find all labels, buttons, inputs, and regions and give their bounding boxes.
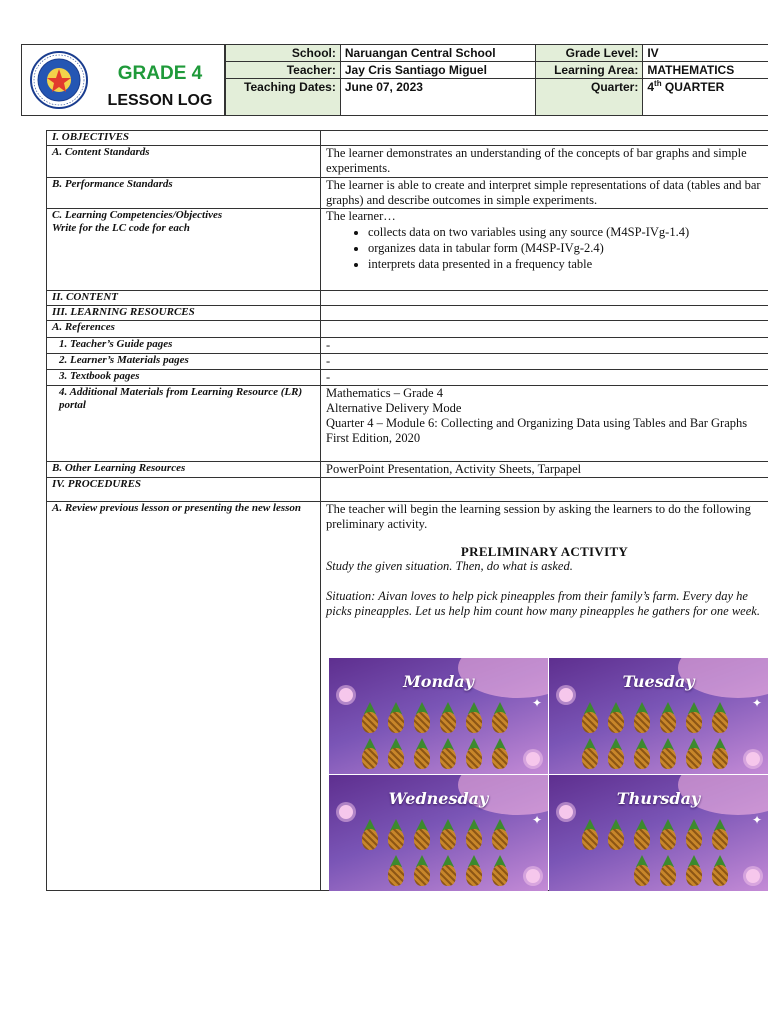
content-heading: II. CONTENT [47,291,321,306]
review-lesson-label: A. Review previous lesson or presenting the new lesson [47,502,321,891]
pineapple-icon [359,819,381,851]
slide-tuesday [549,658,768,774]
school-label: School: [226,45,341,62]
objectives-heading-value [321,131,768,146]
slide-day-title: Wednesday [388,789,489,808]
slide-day-title: Tuesday [622,672,695,691]
pineapple-group [579,702,754,774]
learning-resources-value [321,306,768,321]
competencies-intro: The learner… [326,209,396,223]
pineapple-icon [657,855,679,887]
pineapple-icon [489,819,511,851]
header-info-table [225,44,768,116]
competency-item: • organizes data in tabular form (M4SP-IVg-2.4) [368,241,763,256]
pineapple-icon [463,855,485,887]
pineapple-icon [463,819,485,851]
pineapple-icon [605,819,627,851]
pineapple-icon [385,702,407,734]
quarter-label: Quarter: [535,79,643,116]
pineapple-icon [359,702,381,734]
pineapple-icon [683,702,705,734]
additional-material-line: Quarter 4 – Module 6: Collecting and Organizing Data using Tables and Bar Graphs [326,416,748,430]
star-icon: ✦ [751,813,762,827]
performance-standards-label: B. Performance Standards [47,178,321,209]
other-resources-label: B. Other Learning Resources [47,462,321,478]
pineapple-icon [359,738,381,770]
pineapple-icon [411,819,433,851]
teaching-dates-label: Teaching Dates: [226,79,341,116]
preliminary-activity-title: PRELIMINARY ACTIVITY [460,544,629,559]
textbook-label: 3. Textbook pages [47,370,321,386]
pineapple-icon [657,738,679,770]
header-title-box [21,44,225,116]
pineapple-icon [579,702,601,734]
teaching-dates-value: June 07, 2023 [340,79,535,116]
references-label: A. References [47,321,321,338]
lesson-log-title: LESSON LOG [107,92,213,109]
slide-monday [329,658,548,774]
pineapple-icon [657,819,679,851]
references-value [321,321,768,338]
pineapple-icon [463,702,485,734]
star-icon: ✦ [751,696,762,710]
quarter-word: QUARTER [661,80,725,94]
additional-materials-value [321,386,768,462]
additional-material-line: Alternative Delivery Mode [326,401,462,415]
pineapple-icon [709,738,731,770]
school-value: Naruangan Central School [340,45,535,62]
competencies-list [326,225,763,272]
textbook-value: - [321,370,768,386]
objectives-heading: I. OBJECTIVES [47,131,321,146]
pineapple-icon [631,702,653,734]
teachers-guide-value: - [321,338,768,354]
pineapple-icon [683,819,705,851]
pineapple-icon [683,855,705,887]
procedures-heading: IV. PROCEDURES [47,478,321,502]
pineapple-icon [605,702,627,734]
grade-level-value: IV [643,45,768,62]
pineapple-icon [411,702,433,734]
teacher-value: Jay Cris Santiago Miguel [340,62,535,79]
pineapple-icon [605,738,627,770]
competency-item: • collects data on two variables using any source (M4SP-IVg-1.4) [368,225,763,240]
activity-instruction: Study the given situation. Then, do what is asked. [326,559,573,573]
pineapple-icon [411,855,433,887]
pineapple-icon [437,702,459,734]
pineapple-icon [385,738,407,770]
additional-material-line: Mathematics – Grade 4 [326,386,443,400]
teachers-guide-label: 1. Teacher’s Guide pages [47,338,321,354]
pineapple-icon [489,702,511,734]
pineapple-slides [329,658,768,891]
pineapple-icon [631,819,653,851]
slide-thursday [549,775,768,891]
content-heading-value [321,291,768,306]
slide-day-title: Monday [403,672,474,691]
other-resources-value: PowerPoint Presentation, Activity Sheets, Tarpapel [321,462,768,478]
learners-materials-value: - [321,354,768,370]
content-standards-value: The learner demonstrates an understanding of the concepts of bar graphs and simple experiments. [321,146,768,178]
quarter-number: 4 [647,80,655,94]
pineapple-group [359,702,534,774]
quarter-suffix: th [654,79,662,88]
grade-level-label: Grade Level: [535,45,643,62]
pineapple-icon [683,738,705,770]
performance-standards-value: The learner is able to create and interpret simple representations of data (tables and bar graphs) and describe outcomes in simple experiments. [321,178,768,209]
learning-area-value: MATHEMATICS [643,62,768,79]
competencies-value-cell [321,209,768,291]
competency-item: • interprets data presented in a frequency table [368,257,763,272]
deped-seal-logo [30,51,88,109]
pineapple-icon [385,855,407,887]
situation-text: Situation: Aivan loves to help pick pineapples from their family’s farm. Every day he picks pineapples. Let us help him count how many pineapples he gathers for one week. [326,589,760,618]
pineapple-icon [631,855,653,887]
pineapple-icon [631,738,653,770]
pineapple-group [359,819,534,891]
pineapple-icon [709,819,731,851]
procedures-heading-value [321,478,768,502]
teacher-label: Teacher: [226,62,341,79]
grade-title: GRADE 4 [117,63,203,84]
pineapple-group [579,819,754,891]
pineapple-icon [463,738,485,770]
pineapple-icon [437,738,459,770]
quarter-value [643,79,768,116]
star-icon: ✦ [531,813,542,827]
competencies-sublabel: Write for the LC code for each [52,222,190,234]
pineapple-icon [709,702,731,734]
additional-materials-label: 4. Additional Materials from Learning Resource (LR) portal [47,386,321,462]
competencies-label: C. Learning Competencies/Objectives [52,209,223,221]
slide-wednesday [329,775,548,891]
star-icon: ✦ [531,696,542,710]
pineapple-icon [411,738,433,770]
learners-materials-label: 2. Learner’s Materials pages [47,354,321,370]
pineapple-icon [489,855,511,887]
content-standards-label: A. Content Standards [47,146,321,178]
additional-material-line: First Edition, 2020 [326,431,421,445]
learning-area-label: Learning Area: [535,62,643,79]
learning-resources-heading: III. LEARNING RESOURCES [47,306,321,321]
slide-day-title: Thursday [616,789,701,808]
competencies-label-cell [47,209,321,291]
pineapple-icon [489,738,511,770]
pineapple-icon [709,855,731,887]
pineapple-icon [437,819,459,851]
pineapple-icon [385,819,407,851]
pineapple-icon [579,738,601,770]
pineapple-icon [579,819,601,851]
review-intro: The teacher will begin the learning session by asking the learners to do the following preliminary activity. [326,502,751,531]
pineapple-icon [437,855,459,887]
pineapple-icon [657,702,679,734]
